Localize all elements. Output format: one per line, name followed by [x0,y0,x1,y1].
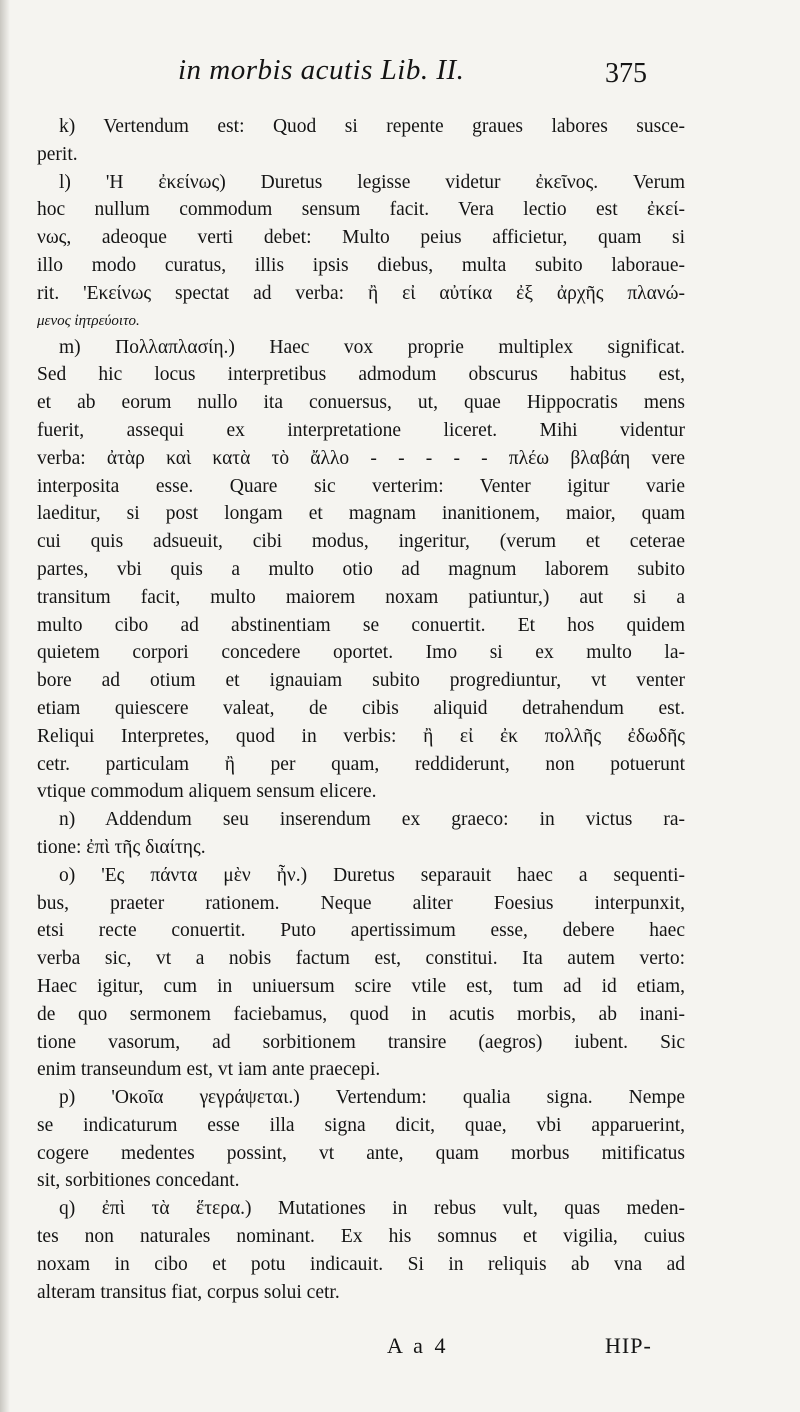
running-header [0,50,800,94]
text-line: tione vasorum, ad sorbitionem transire (aegros) iubent. Sic [37,1031,685,1053]
text-line: cetr. particulam ἢ per quam, reddiderunt, non potuerunt [37,753,685,775]
text-line: et ab eorum nullo ita conuersus, ut, quae Hippocratis mens [37,392,685,414]
text-line: partes, vbi quis a multo otio ad magnum laborem subito [37,558,685,580]
text-line: Sed hic locus interpretibus admodum obscurus habitus est, [37,364,685,386]
text-line: k) Vertendum est: Quod si repente graues labores susce- [59,116,685,137]
text-line: de quo sermonem faciebamus, quod in acutis morbis, ab inani- [37,1003,685,1025]
text-line: cogere medentes possint, vt ante, quam morbus mitificatus [37,1142,685,1164]
catchword: HIP- [605,1333,652,1358]
text-line: μενος ἰητρεύοιτο. [37,312,140,329]
text-line: bore ad otium et ignauiam subito progrediuntur, vt venter [37,670,685,692]
text-line: sit, sorbitiones concedant. [37,1170,240,1192]
page-number: 375 [605,58,647,89]
text-line: l) 'H ἐκείνως) Duretus legisse videtur ἐκεῖνος. Verum [59,171,685,193]
text-line: νως, adeoque verti debet: Multo peius afficietur, quam si [37,227,685,249]
text-line: tes non naturales nominant. Ex his somnus et vigilia, cuius [37,1226,685,1248]
text-line: vtique commodum aliquem sensum elicere. [37,781,377,803]
text-line: verba sic, vt a nobis factum est, constitui. Ita autem verto: [37,948,685,970]
text-line: multo cibo ad abstinentiam se conuertit. Et hos quidem [37,614,685,636]
text-line: se indicaturum esse illa signa dicit, quae, vbi apparuerint, [37,1114,685,1136]
text-line: enim transeundum est, vt iam ante praecepi. [37,1059,381,1081]
text-line: p) 'Οκοῖα γεγράψεται.) Vertendum: qualia signa. Nempe [59,1087,685,1109]
text-line: verba: ἀτὰρ καὶ κατὰ τὸ ἄλλο - - - - - πλέω βλαβάη vere [37,447,685,469]
text-line: Haec igitur, cum in uniuersum scire vtile est, tum ad id etiam, [37,975,685,997]
text-line: interposita esse. Quare sic verterim: Venter igitur varie [37,475,685,497]
text-line: hoc nullum commodum sensum facit. Vera lectio est ἐκεί- [37,199,685,221]
text-line: fuerit, assequi ex interpretatione liceret. Mihi videntur [37,419,685,441]
text-line: laeditur, si post longam et magnam inanitionem, maior, quam [37,503,685,525]
text-line: illo modo curatus, illis ipsis diebus, multa subito laboraue- [37,254,685,276]
text-line: alteram transitus fiat, corpus solui cetr. [37,1281,340,1303]
text-line: n) Addendum seu inserendum ex graeco: in victus ra- [59,809,685,831]
text-line: m) Πολλαπλασίη.) Haec vox proprie multiplex significat. [59,336,685,358]
text-line: noxam in cibo et potu indicauit. Si in reliquis ab vna ad [37,1253,685,1275]
text-line: cui quis adsueuit, cibi modus, ingeritur, (verum et ceterae [37,531,685,553]
running-title: in morbis acutis Lib. II. [178,54,465,86]
text-line: o) 'Ες πάντα μὲν ἦν.) Duretus separauit haec a sequenti- [59,864,685,886]
text-line: quietem corpori concedere oportet. Imo si ex multo la- [37,642,685,664]
text-line: transitum facit, multo maiorem noxam patiuntur,) aut si a [37,586,685,608]
text-line: Reliqui Interpretes, quod in verbis: ἢ εἰ ἐκ πολλῆς ἐδωδῆς [37,725,685,747]
body-text [37,113,685,1306]
text-line: etsi recte conuertit. Puto apertissimum esse, debere haec [37,920,685,942]
text-line: rit. 'Εκείνως spectat ad verba: ἢ εἰ αὐτίκα ἐξ ἀρχῆς πλανώ- [37,282,685,304]
page-footer [0,1333,800,1367]
signature-mark: A a 4 [387,1333,449,1358]
text-line: perit. [37,143,78,165]
text-line: q) ἐπὶ τὰ ἕτερα.) Mutationes in rebus vult, quas meden- [59,1198,685,1220]
text-line: etiam quiescere valeat, de cibis aliquid detrahendum est. [37,697,685,719]
text-line: tione: ἐπὶ τῆς διαίτης. [37,836,206,858]
text-line: bus, praeter rationem. Neque aliter Foesius interpunxit, [37,892,685,914]
